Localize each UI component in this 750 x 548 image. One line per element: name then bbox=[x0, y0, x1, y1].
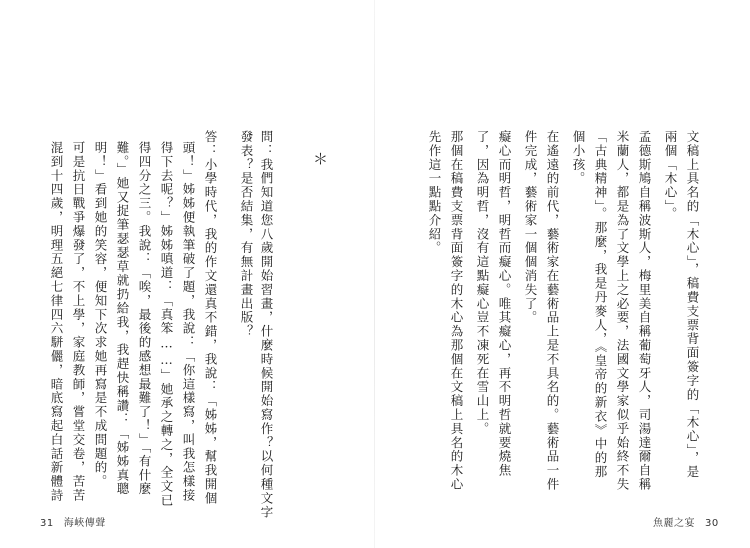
answer-line-1: 答：小學時代，我的作文還真不錯，我說：「姊姊，幫我開個 bbox=[203, 130, 218, 506]
answer-line-7: 可是抗日戰爭爆發了，不上學，家庭教師，嘗堂交卷，苦苦 bbox=[71, 141, 86, 503]
left-page-footer bbox=[40, 514, 106, 529]
running-title: 海峽傳聲 bbox=[63, 518, 106, 529]
right-page-footer bbox=[653, 514, 719, 529]
page-number: 31 bbox=[40, 518, 54, 529]
body-line-1: 文稿上具名的「木心」，稿費支票背面簽字的「木心」，是 bbox=[685, 130, 700, 479]
right-page bbox=[375, 0, 750, 548]
answer-line-4: 得四分之三。我說：「唉，最後的感想最難了！」「有什麼 bbox=[137, 141, 152, 497]
running-title: 魚麗之宴 bbox=[653, 518, 695, 529]
answer-line-3: 得下去呢？」姊姊嗔道：「真笨……」她承之轉之，全文已 bbox=[159, 141, 174, 508]
answer-line-2: 頭！」姊姊便執筆破了題，我說：「你這樣寫，叫我怎樣接 bbox=[181, 141, 196, 503]
body-line-5: 「古典精神」。那麼，我是丹麥人，《皇帝的新衣》中的那 bbox=[593, 130, 608, 479]
page-number: 30 bbox=[705, 518, 719, 529]
body-line-7: 在遙遠的前代，藝術家在藝術品上是不具名的。藝術品一件 bbox=[545, 130, 560, 492]
body-line-12: 先作這一點點介紹。 bbox=[427, 130, 442, 256]
body-line-9: 癡心而明哲，明哲而癡心。唯其癡心，再不明哲就要燒焦 bbox=[497, 130, 512, 478]
body-line-4: 米蘭人，都是為了文學上之必要，法國文學家似乎始終不失 bbox=[615, 130, 630, 492]
section-separator-asterisk: ＊ bbox=[313, 150, 329, 168]
body-line-3: 孟德斯鳩自稱波斯人，梅里美自稱葡萄牙人，司湯達爾自稱 bbox=[637, 130, 652, 492]
body-line-10: 了，因為明哲，沒有這點癡心豈不凍死在雪山上。 bbox=[475, 130, 490, 436]
body-line-8: 件完成，藝術家一個個消失了。 bbox=[523, 130, 538, 325]
left-page bbox=[0, 0, 374, 548]
question-line-2: 發表？是否結集，有無計畫出版？ bbox=[239, 130, 254, 339]
body-line-11: 那個在稿費支票背面簽字的木心為那個在文稿上具名的木心 bbox=[449, 130, 464, 492]
question-line-1: 問：我們知道您八歲開始習畫，什麼時候開始寫作？以何種文字 bbox=[259, 130, 274, 520]
answer-line-8: 混到十四歲，明理五絕七律四六駢儷，暗底寫起白話新體詩 bbox=[49, 141, 64, 503]
body-line-2: 兩個「木心」。 bbox=[663, 130, 678, 222]
answer-line-6: 明！」看到她的笑容，便知下次求她再寫是不成問題的。 bbox=[93, 141, 108, 489]
body-line-6: 個小孩。 bbox=[571, 130, 586, 186]
answer-line-5: 難。」她又捉筆瑟瑟草就扔給我，我趕快稱讚：「姊姊真聰 bbox=[115, 141, 130, 497]
